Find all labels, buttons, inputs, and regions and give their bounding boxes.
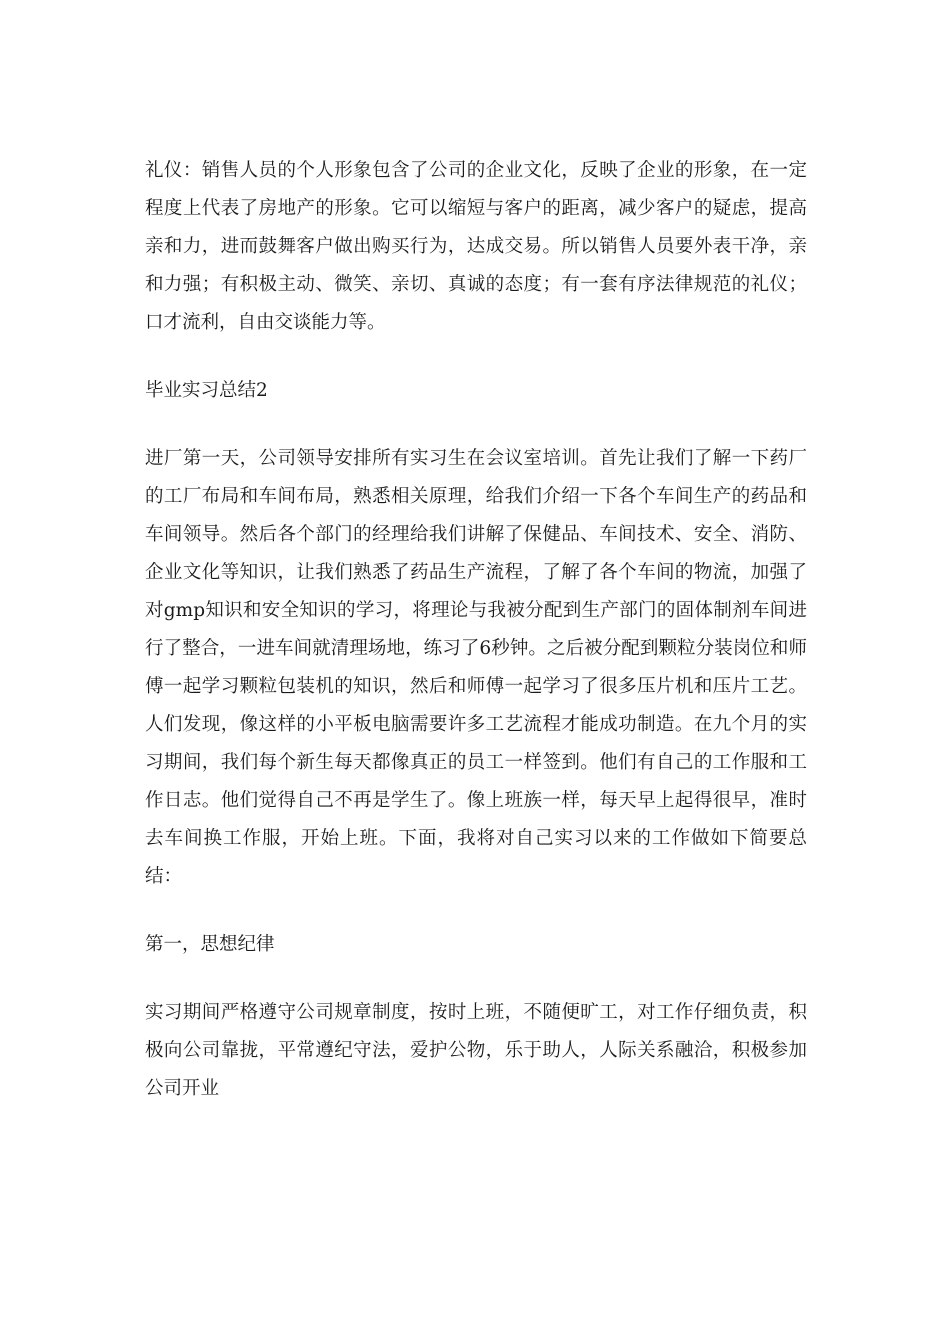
paragraph-first-day: 进厂第一天，公司领导安排所有实习生在会议室培训。首先让我们了解一下药厂的工厂布局和车间布局，熟悉相关原理，给我们介绍一下各个车间生产的药品和车间领导。然后各个部门的经理给我们讲解了保健品、车间技术、安全、消防、企业文化等知识，让我们熟悉了药品生产流程，了解了各个车间的物流，加强了对gmp知识和安全知识的学习，将理论与我被分配到生产部门的固体制剂车间进行了整合，一进车间就清理场地，练习了6秒钟。之后被分配到颗粒分装岗位和师傅一起学习颗粒包装机的知识，然后和师傅一起学习了很多压片机和压片工艺。人们发现，像这样的小平板电脑需要许多工艺流程才能成功制造。在九个月的实习期间，我们每个新生每天都像真正的员工一样签到。他们有自己的工作服和工作日志。他们觉得自己不再是学生了。像上班族一样，每天早上起得很早，准时去车间换工作服，开始上班。下面，我将对自己实习以来的工作做如下简要总结：: [145, 448, 807, 887]
paragraph-gap: [145, 896, 807, 926]
document-body: [145, 152, 807, 1108]
paragraph-gap: [145, 410, 807, 440]
paragraph-discipline: 实习期间严格遵守公司规章制度，按时上班，不随便旷工，对工作仔细负责，积极向公司靠拢，平常遵纪守法，爱护公物，乐于助人，人际关系融洽，积极参加公司开业: [145, 1002, 807, 1099]
paragraph-gap: [145, 964, 807, 994]
paragraph-gap: [145, 342, 807, 372]
paragraph-etiquette: 礼仪：销售人员的个人形象包含了公司的企业文化，反映了企业的形象，在一定程度上代表了房地产的形象。它可以缩短与客户的距离，减少客户的疑虑，提高亲和力，进而鼓舞客户做出购买行为，达成交易。所以销售人员要外表干净，亲和力强；有积极主动、微笑、亲切、真诚的态度；有一套有序法律规范的礼仪；口才流利，自由交谈能力等。: [145, 160, 807, 333]
section-heading-discipline: 第一，思想纪律: [145, 934, 275, 955]
section-heading-summary-2: 毕业实习总结2: [145, 380, 268, 401]
